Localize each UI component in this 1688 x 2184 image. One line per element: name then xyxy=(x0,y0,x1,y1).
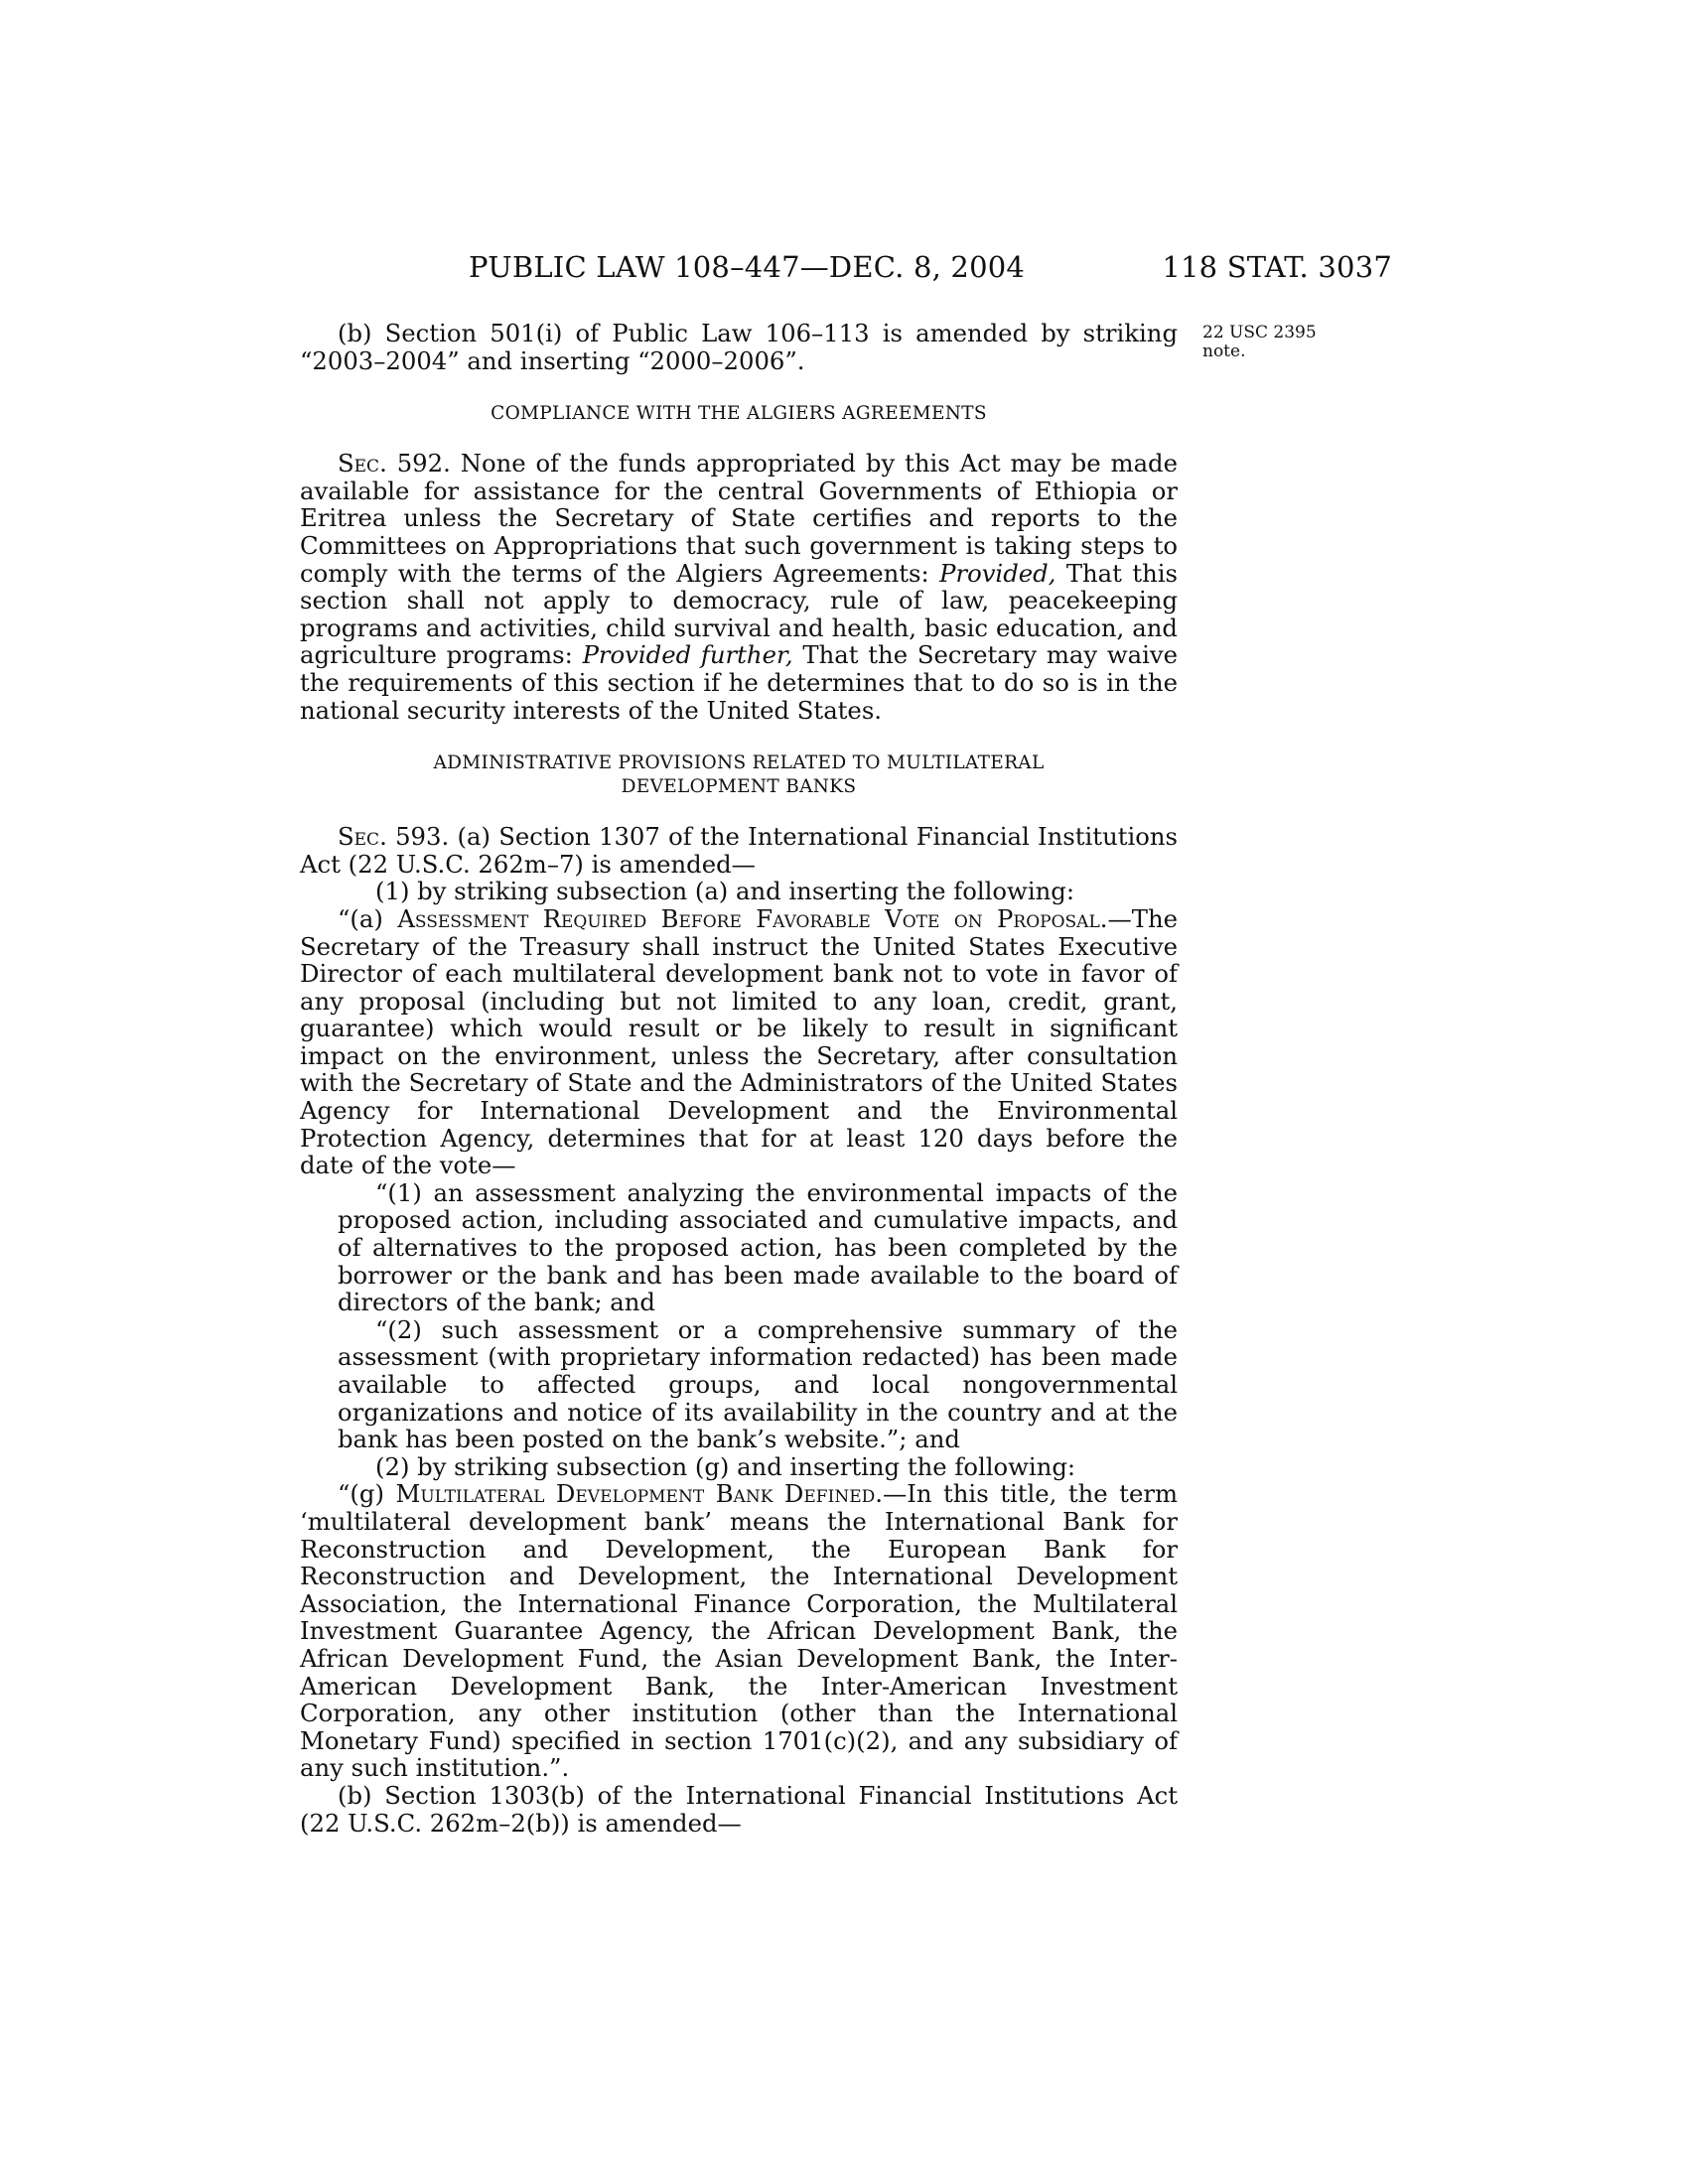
item-1-strike-subsection-a: (1) by striking subsection (a) and inserting the following: xyxy=(375,877,1075,906)
subsection-a-title: Assessment Required Before Favorable Vote on Proposal xyxy=(397,903,1100,933)
subsection-a-text xyxy=(300,905,1178,1179)
subsection-a-clause-2: “(2) such assessment or a comprehensive summary of the assessment (with proprietary information redacted) has been made available to affected groups, and local nongovernmental organizations and notice of its availability in the country and at the bank has been posted on the bank’s website.”; and xyxy=(338,1314,1178,1454)
sec592-text-1: . 592. None of the funds appropriated by this Act may be made available for assistance for the central Governments of Ethiopia or Eritrea unless the Secretary of State certifies and reports to the Committees on Appropriations that such government is taking steps to comply with the terms of the Algiers Agreements: xyxy=(300,449,1178,588)
heading-mdb-provisions xyxy=(300,751,1178,799)
section-b-amendment: (b) Section 501(i) of Public Law 106–113 is amended by striking “2003–2004” and inserting “2000–2006”. xyxy=(300,319,1178,375)
heading-mdb-line-1: ADMINISTRATIVE PROVISIONS RELATED TO MULTILATERAL xyxy=(433,752,1045,774)
sec-label: Sec xyxy=(338,822,380,852)
margin-note-suffix: note. xyxy=(1202,341,1246,361)
sec-label: Sec xyxy=(338,449,380,478)
page-header xyxy=(300,250,1392,290)
margin-note-citation: 22 USC 2395 xyxy=(1202,323,1317,342)
subsection-g-title: Multilateral Development Bank Defined xyxy=(395,1479,876,1509)
sec593-intro-text: . 593. (a) Section 1307 of the International Financial Institutions Act (22 U.S.C. 262m–7) is amended— xyxy=(300,822,1178,879)
document-body xyxy=(300,320,1178,1837)
provided-further-proviso: Provided further, xyxy=(582,640,793,670)
header-title: PUBLIC LAW 108–447—DEC. 8, 2004 xyxy=(469,250,1026,284)
subsection-a-clause-1: “(1) an assessment analyzing the environmental impacts of the proposed action, including associated and cumulative impacts, and of alternatives to the proposed action, has been completed by the borrower or the bank and has been made available to the board of directors of the bank; and xyxy=(338,1177,1178,1317)
heading-mdb-line-2: DEVELOPMENT BANKS xyxy=(621,776,857,798)
provided-proviso: Provided, xyxy=(939,558,1056,588)
subsection-g-text xyxy=(300,1480,1178,1782)
section-592-paragraph xyxy=(300,450,1178,724)
subsection-a-prefix: “(a) xyxy=(338,903,383,933)
sec592-text-2: That this section shall not apply to democracy, rule of law, peacekeeping programs and activities, child survival and health, basic education, and agriculture programs: xyxy=(300,558,1178,670)
margin-note xyxy=(1202,324,1317,361)
subsection-g-body: .—In this title, the term ‘multilateral development bank’ means the International Bank for Reconstruction and Development, the European Bank for Reconstruction and Development, the International Development Association, the International Finance Corporation, the Multilateral Investment Guarantee Agency, the African Development Bank, the African Development Fund, the Asian Development Bank, the Inter-American Development Bank, the Inter-American Investment Corporation, any other institution (other than the International Monetary Fund) specified in section 1701(c)(2), and any subsidiary of any such institution.”. xyxy=(300,1479,1178,1783)
section-593-intro xyxy=(300,823,1178,878)
subsection-a-body: .—The Secretary of the Treasury shall instruct the United States Executive Director of each multilateral development bank not to vote in favor of any proposal (including but not limited to any loan, credit, grant, guarantee) which would result or be likely to result in significant impact on the environment, unless the Secretary, after consultation with the Secretary of State and the Administrators of the United States Agency for International Development and the Environmental Protection Agency, determines that for at least 120 days before the date of the vote— xyxy=(300,903,1178,1180)
subsection-g-prefix: “(g) xyxy=(338,1479,384,1509)
item-2-strike-subsection-g: (2) by striking subsection (g) and inserting the following: xyxy=(375,1451,1076,1481)
header-stat-citation: 118 STAT. 3037 xyxy=(1162,250,1392,284)
sec592-text-3: That the Secretary may waive the requirements of this section if he determines that to do so is in the national security interests of the United States. xyxy=(300,640,1178,725)
heading-algiers-agreements: COMPLIANCE WITH THE ALGIERS AGREEMENTS xyxy=(491,403,987,425)
section-593-b: (b) Section 1303(b) of the International Financial Institutions Act (22 U.S.C. 262m–2(b)) is amended— xyxy=(300,1780,1178,1838)
